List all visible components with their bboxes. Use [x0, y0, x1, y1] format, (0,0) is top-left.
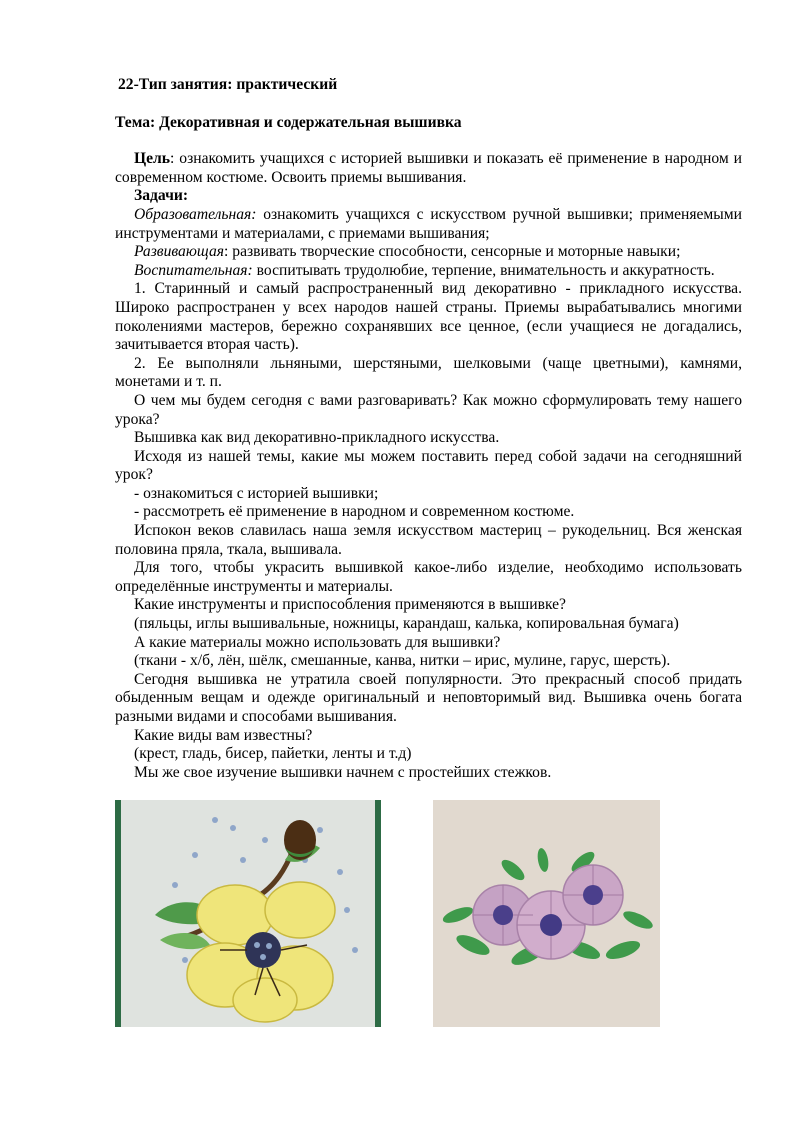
body-paragraph: (ткани - х/б, лён, шёлк, смешанные, канва, нитки – ирис, мулине, гарус, шерсть).: [134, 652, 671, 670]
task-upbringing: [115, 262, 742, 281]
goal-label: Цель: [134, 150, 171, 168]
body-paragraph: Вышивка как вид декоративно-прикладного искусства.: [134, 429, 500, 447]
body-paragraph: - рассмотреть её применение в народном и современном костюме.: [134, 503, 575, 521]
task-educational: [115, 206, 742, 243]
task-developing: [115, 243, 742, 262]
goal-text: : ознакомить учащихся с историей вышивки и показать её применение в народном и современном костюме. Освоить приемы вышивания.: [115, 150, 742, 186]
pink-daisies-embroidery-illustration: [433, 800, 660, 1027]
body-paragraph: Сегодня вышивка не утратила своей популярности. Это прекрасный способ придать обыденным вещам и одежде оригинальный и неповторимый вид. Вышивка очень богата разными видами и способами вышивания.: [115, 670, 742, 725]
body-paragraph: А какие материалы можно использовать для вышивки?: [134, 633, 501, 651]
document-page: [115, 76, 742, 782]
body-paragraph: Какие виды вам известны?: [134, 726, 313, 744]
goal-paragraph: [115, 150, 742, 187]
yellow-flower-embroidery-illustration: [115, 800, 381, 1027]
body-paragraph: Испокон веков славилась наша земля искусством мастериц – рукодельниц. Вся женская половина пряла, ткала, вышивала.: [115, 522, 742, 558]
body-paragraph: О чем мы будем сегодня с вами разговаривать? Как можно сформулировать тему нашего урока?: [115, 391, 742, 428]
tasks-label: Задачи:: [134, 187, 189, 205]
body-paragraph: 1. Старинный и самый распространенный вид декоративно - прикладного искусства. Широко распространен у всех народов нашей страны. Приемы вырабатывались многими поколениями мастеров, бережно сохранявших все ценное, (если учащиеся не догадались, зачитывается вторая часть).: [115, 280, 742, 354]
task-label: Развивающая: [134, 243, 225, 261]
lesson-topic: Тема: Декоративная и содержательная вышивка: [115, 113, 462, 131]
task-label: Воспитательная:: [134, 261, 253, 279]
pink-daisies-embroidery-image: [433, 800, 660, 1027]
body-paragraph: Исходя из нашей темы, какие мы можем поставить перед собой задачи на сегодняшний урок?: [115, 447, 742, 484]
body-paragraph: (пяльцы, иглы вышивальные, ножницы, карандаш, калька, копировальная бумага): [134, 615, 679, 633]
lesson-type-title: 22-Тип занятия: практический: [118, 76, 338, 93]
body-paragraph: Для того, чтобы украсить вышивкой какое-либо изделие, необходимо использовать определённые инструменты и материалы.: [115, 559, 742, 595]
body-paragraph: Какие инструменты и приспособления применяются в вышивке?: [134, 596, 566, 614]
task-label: Образовательная:: [134, 205, 257, 223]
body-paragraph: (крест, гладь, бисер, пайетки, ленты и т.д): [134, 745, 412, 763]
task-text: воспитывать трудолюбие, терпение, внимательность и аккуратность.: [252, 261, 715, 279]
lesson-body: [115, 150, 742, 782]
body-paragraph: 2. Ее выполняли льняными, шерстяными, шелковыми (чаще цветными), камнями, монетами и т. п.: [115, 354, 742, 391]
embroidery-images: [115, 800, 742, 1030]
task-text: ознакомить учащихся с искусством ручной вышивки; применяемыми инструментами и материалами, с приемами вышивания;: [115, 205, 742, 242]
body-paragraph: Мы же свое изучение вышивки начнем с простейших стежков.: [134, 763, 552, 781]
task-text: : развивать творческие способности, сенсорные и моторные навыки;: [224, 243, 681, 261]
yellow-flower-embroidery-image: [115, 800, 381, 1027]
body-paragraph: - ознакомиться с историей вышивки;: [134, 484, 379, 502]
